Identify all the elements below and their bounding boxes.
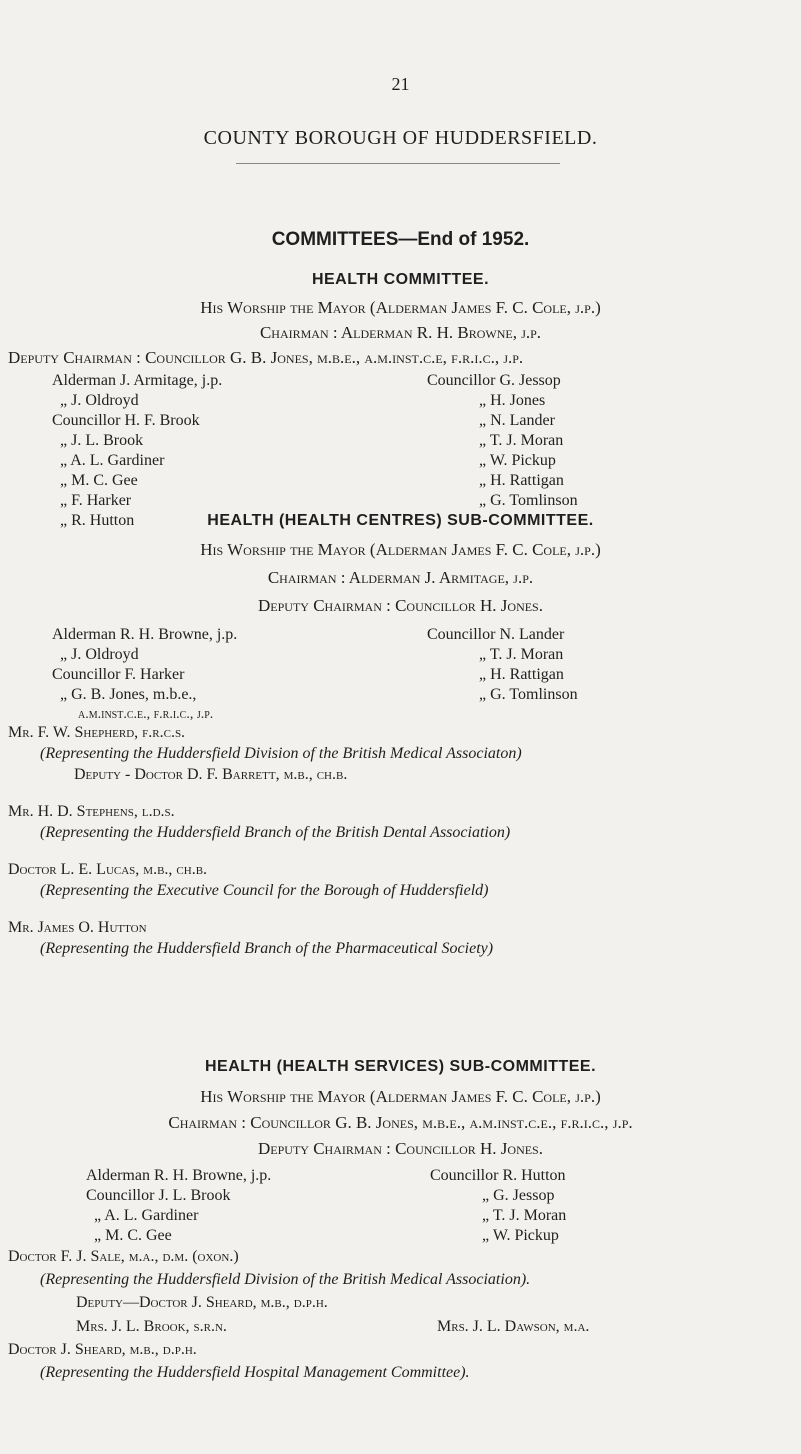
member: „ M. C. Gee xyxy=(60,472,138,489)
member: „ G. Tomlinson xyxy=(479,492,578,509)
member: Councillor G. Jessop xyxy=(427,372,561,389)
member: Councillor R. Hutton xyxy=(430,1167,566,1184)
member: Councillor H. F. Brook xyxy=(52,412,200,429)
member: „ G. B. Jones, m.b.e., xyxy=(60,686,197,703)
member: Councillor N. Lander xyxy=(427,626,565,643)
rep-body: (Representing the Huddersfield Division of the British Medical Associaton) xyxy=(40,745,522,762)
health-chairman: Chairman : Alderman R. H. Browne, j.p. xyxy=(259,323,542,342)
services-chairman: Chairman : Councillor G. B. Jones, m.b.e., a.m.inst.c.e., f.r.i.c., j.p. xyxy=(168,1113,633,1132)
member: „ G. Tomlinson xyxy=(479,686,578,703)
services-deputy-chairman: Deputy Chairman : Councillor H. Jones. xyxy=(258,1139,543,1158)
page-number: 21 xyxy=(391,74,410,94)
health-members-right xyxy=(427,371,578,511)
member: „ T. J. Moran xyxy=(482,1207,567,1224)
doctor-sale-rep: (Representing the Huddersfield Division of the British Medical Association). xyxy=(40,1271,531,1288)
centres-chairman: Chairman : Alderman J. Armitage, j.p. xyxy=(267,568,534,587)
member: „ H. Rattigan xyxy=(479,472,564,489)
rep-body: (Representing the Huddersfield Branch of the British Dental Association) xyxy=(40,824,511,841)
member: „ H. Rattigan xyxy=(479,666,564,683)
member: „ A. L. Gardiner xyxy=(94,1207,199,1224)
centres-mayor: His Worship the Mayor (Alderman James F. C. Cole, j.p.) xyxy=(200,540,601,559)
member: Councillor F. Harker xyxy=(52,666,185,683)
member: „ R. Hutton xyxy=(60,512,135,529)
rep-name: Mr. James O. Hutton xyxy=(8,919,147,936)
member: Alderman J. Armitage, j.p. xyxy=(52,372,223,389)
member: „ T. J. Moran xyxy=(479,432,564,449)
health-deputy-chairman: Deputy Chairman : Councillor G. B. Jones, m.b.e., a.m.inst.c.e, f.r.i.c., j.p. xyxy=(8,348,524,367)
doctor-sale: Doctor F. J. Sale, m.a., d.m. (oxon.) xyxy=(8,1248,239,1265)
services-members-left xyxy=(86,1166,271,1246)
page-title: COMMITTEES—End of 1952. xyxy=(271,229,530,250)
rep-body: (Representing the Executive Council for the Borough of Huddersfield) xyxy=(40,882,489,899)
centres-deputy-chairman: Deputy Chairman : Councillor H. Jones. xyxy=(258,596,543,615)
health-committee-heading: HEALTH COMMITTEE. xyxy=(311,271,490,288)
member: „ G. Jessop xyxy=(482,1187,555,1204)
header-rule xyxy=(236,163,560,164)
member: „ F. Harker xyxy=(60,492,132,509)
centres-members-right xyxy=(427,625,578,705)
member: „ A. L. Gardiner xyxy=(60,452,165,469)
mrs-brook: Mrs. J. L. Brook, s.r.n. xyxy=(76,1318,227,1335)
centres-heading: HEALTH (HEALTH CENTRES) SUB-COMMITTEE. xyxy=(207,512,594,529)
member: „ J. L. Brook xyxy=(60,432,144,449)
member: „ M. C. Gee xyxy=(94,1227,172,1244)
mrs-dawson: Mrs. J. L. Dawson, m.a. xyxy=(437,1318,590,1335)
health-mayor: His Worship the Mayor (Alderman James F. C. Cole, j.p.) xyxy=(200,298,601,317)
doctor-sheard: Doctor J. Sheard, m.b., d.p.h. xyxy=(8,1341,197,1358)
member: Councillor J. L. Brook xyxy=(86,1187,231,1204)
member: „ J. Oldroyd xyxy=(60,646,139,663)
rep-deputy: Deputy - Doctor D. F. Barrett, m.b., ch.b. xyxy=(74,766,348,783)
services-mayor: His Worship the Mayor (Alderman James F. C. Cole, j.p.) xyxy=(200,1087,601,1106)
rep-name: Mr. F. W. Shepherd, f.r.c.s. xyxy=(8,724,186,741)
member: Alderman R. H. Browne, j.p. xyxy=(86,1167,272,1184)
services-members-right xyxy=(430,1166,566,1246)
member: Alderman R. H. Browne, j.p. xyxy=(52,626,238,643)
doctor-sheard-rep: (Representing the Huddersfield Hospital Management Committee). xyxy=(40,1364,470,1381)
member-qualifications: a.m.inst.c.e., f.r.i.c., j.p. xyxy=(78,707,214,722)
centres-representatives xyxy=(8,722,522,959)
member: „ W. Pickup xyxy=(479,452,556,469)
member: „ T. J. Moran xyxy=(479,646,564,663)
member: „ W. Pickup xyxy=(482,1227,559,1244)
centres-members-left xyxy=(52,625,237,725)
rep-body: (Representing the Huddersfield Branch of the Pharmaceutical Society) xyxy=(40,940,494,957)
member: „ H. Jones xyxy=(479,392,546,409)
services-heading: HEALTH (HEALTH SERVICES) SUB-COMMITTEE. xyxy=(204,1058,597,1075)
member: „ N. Lander xyxy=(479,412,555,429)
rep-name: Mr. H. D. Stephens, l.d.s. xyxy=(8,803,175,820)
rep-name: Doctor L. E. Lucas, m.b., ch.b. xyxy=(8,861,208,878)
page-header: COUNTY BOROUGH OF HUDDERSFIELD. xyxy=(203,127,598,149)
doctor-sale-deputy: Deputy—Doctor J. Sheard, m.b., d.p.h. xyxy=(76,1294,328,1311)
health-members-left xyxy=(52,371,222,531)
member: „ J. Oldroyd xyxy=(60,392,139,409)
